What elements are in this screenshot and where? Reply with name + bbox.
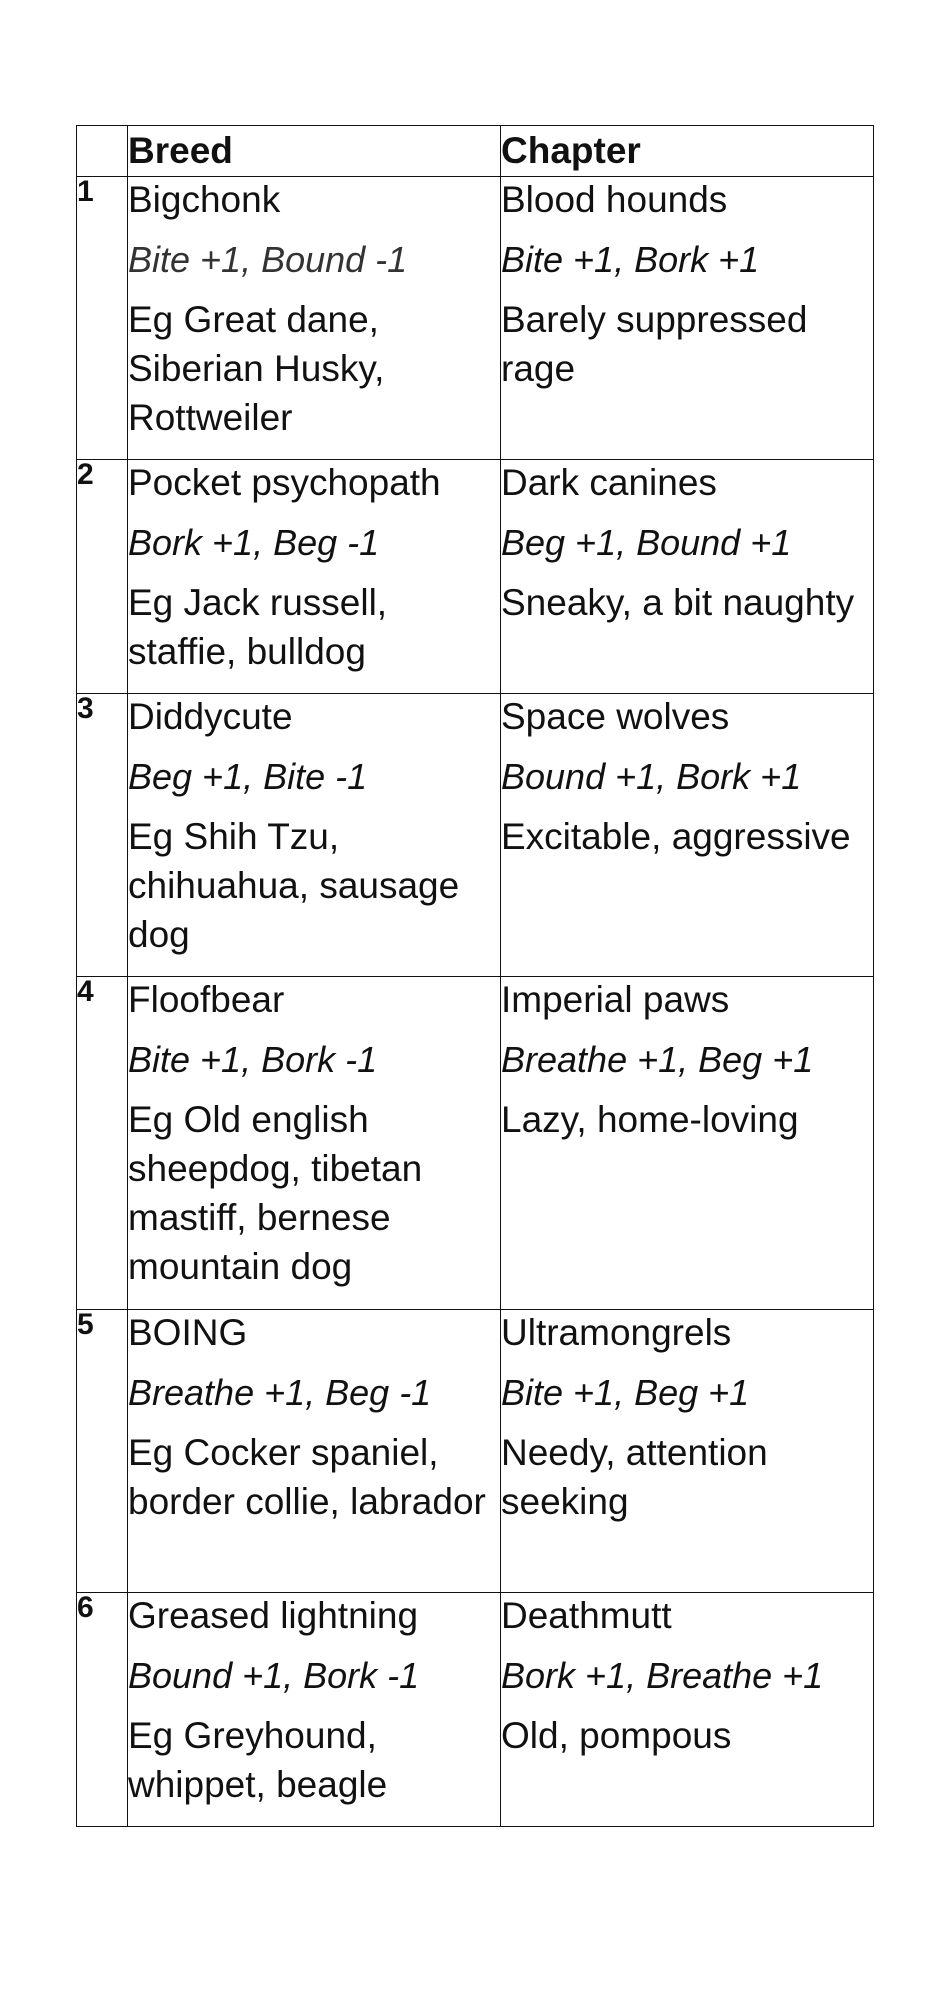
row-number: 5	[77, 1310, 128, 1593]
table-row	[77, 694, 874, 977]
breed-cell	[128, 1310, 501, 1593]
table-row	[77, 1310, 874, 1593]
row-number: 6	[77, 1593, 128, 1827]
table-row	[77, 177, 874, 460]
breed-examples: Eg Cocker spaniel, border collie, labrador	[128, 1432, 486, 1522]
breed-modifiers: Bite +1, Bork -1	[128, 1039, 378, 1080]
chapter-description: Excitable, aggressive	[501, 816, 851, 857]
chapter-description: Old, pompous	[501, 1715, 732, 1756]
chapter-cell	[501, 977, 874, 1310]
chapter-description: Needy, attention seeking	[501, 1432, 768, 1522]
chapter-description: Lazy, home-loving	[501, 1099, 799, 1140]
breed-name: Bigchonk	[128, 179, 281, 220]
breed-modifiers: Breathe +1, Beg -1	[128, 1372, 432, 1413]
chapter-modifiers: Bound +1, Bork +1	[501, 756, 802, 797]
breed-cell	[128, 177, 501, 460]
table-row	[77, 1593, 874, 1827]
table-row	[77, 977, 874, 1310]
chapter-name: Deathmutt	[501, 1595, 672, 1636]
chapter-name: Dark canines	[501, 462, 717, 503]
chapter-cell	[501, 1593, 874, 1827]
header-breed: Breed	[128, 126, 501, 177]
breed-cell	[128, 694, 501, 977]
breed-examples: Eg Old english sheepdog, tibetan mastiff, bernese mountain dog	[128, 1099, 423, 1287]
breed-examples: Eg Greyhound, whippet, beagle	[128, 1715, 388, 1805]
breed-name: Greased lightning	[128, 1595, 419, 1636]
row-number: 1	[77, 177, 128, 460]
breed-name: Floofbear	[128, 979, 285, 1020]
breed-chapter-table	[76, 125, 874, 1827]
breed-examples: Eg Shih Tzu, chihuahua, sausage dog	[128, 816, 460, 955]
chapter-description: Barely suppressed rage	[501, 299, 808, 389]
row-number: 3	[77, 694, 128, 977]
breed-cell	[128, 1593, 501, 1827]
header-number	[77, 126, 128, 177]
chapter-description: Sneaky, a bit naughty	[501, 582, 855, 623]
breed-examples: Eg Great dane, Siberian Husky, Rottweiler	[128, 299, 385, 438]
chapter-modifiers: Beg +1, Bound +1	[501, 522, 792, 563]
breed-cell	[128, 460, 501, 694]
breed-name: BOING	[128, 1312, 248, 1353]
breed-cell	[128, 977, 501, 1310]
row-number: 2	[77, 460, 128, 694]
chapter-modifiers: Bork +1, Breathe +1	[501, 1655, 824, 1696]
header-row	[77, 126, 874, 177]
chapter-modifiers: Bite +1, Bork +1	[501, 239, 760, 280]
chapter-modifiers: Bite +1, Beg +1	[501, 1372, 750, 1413]
chapter-cell	[501, 1310, 874, 1593]
breed-modifiers: Beg +1, Bite -1	[128, 756, 368, 797]
header-chapter: Chapter	[501, 126, 874, 177]
chapter-name: Space wolves	[501, 696, 730, 737]
breed-examples: Eg Jack russell, staffie, bulldog	[128, 582, 388, 672]
chapter-modifiers: Breathe +1, Beg +1	[501, 1039, 814, 1080]
chapter-name: Ultramongrels	[501, 1312, 732, 1353]
chapter-name: Blood hounds	[501, 179, 728, 220]
breed-modifiers: Bork +1, Beg -1	[128, 522, 380, 563]
chapter-cell	[501, 177, 874, 460]
chapter-cell	[501, 460, 874, 694]
breed-name: Diddycute	[128, 696, 293, 737]
breed-modifiers: Bite +1, Bound -1	[128, 239, 408, 280]
breed-name: Pocket psychopath	[128, 462, 441, 503]
chapter-cell	[501, 694, 874, 977]
breed-modifiers: Bound +1, Bork -1	[128, 1655, 420, 1696]
chapter-name: Imperial paws	[501, 979, 730, 1020]
table-row	[77, 460, 874, 694]
row-number: 4	[77, 977, 128, 1310]
